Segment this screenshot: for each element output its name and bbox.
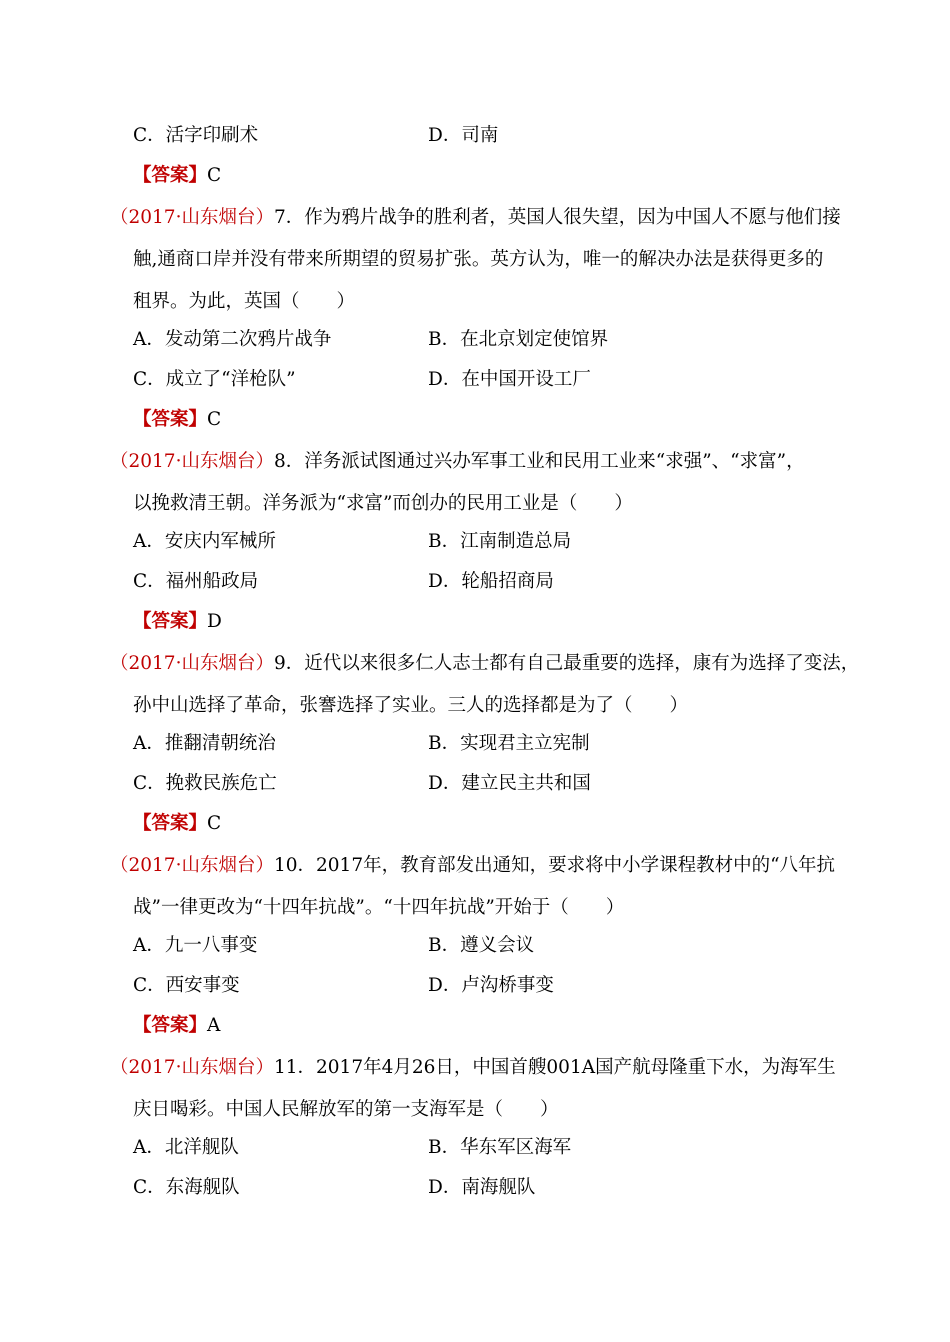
- option-d: D．在中国开设工厂: [428, 369, 591, 390]
- question-10-line-2: 战”一律更改为“十四年抗战”。“十四年抗战”开始于（ ）: [133, 897, 625, 918]
- option-b: B．在北京划定使馆界: [428, 329, 609, 350]
- question-11-line-2: 庆日喝彩。中国人民解放军的第一支海军是（ ）: [133, 1099, 559, 1120]
- answer-value: D: [207, 611, 222, 632]
- answer-label: 【答案】: [133, 813, 208, 834]
- option-c: C．东海舰队: [133, 1177, 240, 1198]
- answer-label: 【答案】: [133, 409, 208, 430]
- question-text: 9．近代以来很多仁人志士都有自己最重要的选择，康有为选择了变法，: [273, 653, 860, 674]
- option-c: C．挽救民族危亡: [133, 773, 277, 794]
- question-text: 7．作为鸦片战争的胜利者，英国人很失望，因为中国人不愿与他们接: [273, 207, 841, 228]
- option-d: D．卢沟桥事变: [428, 975, 554, 996]
- answer-value: C: [207, 813, 222, 834]
- answer-line: [133, 405, 221, 431]
- option-b: B．华东军区海军: [428, 1137, 572, 1158]
- option-a: A．发动第二次鸦片战争: [133, 329, 332, 350]
- question-source: （2017·山东烟台）: [110, 451, 274, 472]
- question-7-line-2: 触,通商口岸并没有带来所期望的贸易扩张。英方认为，唯一的解决办法是获得更多的: [133, 249, 824, 270]
- question-10-line-1: [110, 851, 835, 877]
- answer-line: [133, 161, 221, 187]
- question-source: （2017·山东烟台）: [110, 855, 274, 876]
- option-b: B．江南制造总局: [428, 531, 572, 552]
- question-text: 11．2017年4月26日，中国首艘001A国产航母隆重下水，为海军生: [273, 1057, 836, 1078]
- answer-line: [133, 1011, 220, 1037]
- question-source: （2017·山东烟台）: [110, 1057, 274, 1078]
- option-a: A．推翻清朝统治: [133, 733, 276, 754]
- answer-label: 【答案】: [133, 611, 208, 632]
- question-text: 10．2017年，教育部发出通知，要求将中小学课程教材中的“八年抗: [273, 855, 836, 876]
- option-d: D．轮船招商局: [428, 571, 554, 592]
- answer-label: 【答案】: [133, 165, 208, 186]
- question-source: （2017·山东烟台）: [110, 653, 274, 674]
- option-d: D．建立民主共和国: [428, 773, 591, 794]
- option-c: C．活字印刷术: [133, 125, 259, 146]
- option-a: A．北洋舰队: [133, 1137, 239, 1158]
- question-9-line-2: 孙中山选择了革命，张謇选择了实业。三人的选择都是为了（ ）: [133, 695, 689, 716]
- option-c: C．成立了“洋枪队”: [133, 369, 296, 390]
- question-7-line-3: 租界。为此，英国（ ）: [133, 291, 356, 312]
- option-d: D．南海舰队: [428, 1177, 536, 1198]
- option-c: C．西安事变: [133, 975, 240, 996]
- answer-label: 【答案】: [133, 1015, 208, 1036]
- question-8-line-1: [110, 447, 805, 473]
- answer-line: [133, 809, 221, 835]
- question-8-line-2: 以挽救清王朝。洋务派为“求富”而创办的民用工业是（ ）: [133, 493, 633, 514]
- answer-line: [133, 607, 222, 633]
- question-9-line-1: [110, 649, 859, 675]
- option-b: B．遵义会议: [428, 935, 535, 956]
- option-b: B．实现君主立宪制: [428, 733, 590, 754]
- answer-value: A: [207, 1015, 221, 1036]
- question-text: 8．洋务派试图通过兴办军事工业和民用工业来“求强”、“求富”，: [273, 451, 805, 472]
- question-11-line-1: [110, 1053, 836, 1079]
- question-7-line-1: [110, 203, 841, 229]
- answer-value: C: [207, 165, 222, 186]
- option-a: A．安庆内军械所: [133, 531, 276, 552]
- option-a: A．九一八事变: [133, 935, 258, 956]
- option-d: D．司南: [428, 125, 499, 146]
- option-c: C．福州船政局: [133, 571, 259, 592]
- answer-value: C: [207, 409, 222, 430]
- question-source: （2017·山东烟台）: [110, 207, 274, 228]
